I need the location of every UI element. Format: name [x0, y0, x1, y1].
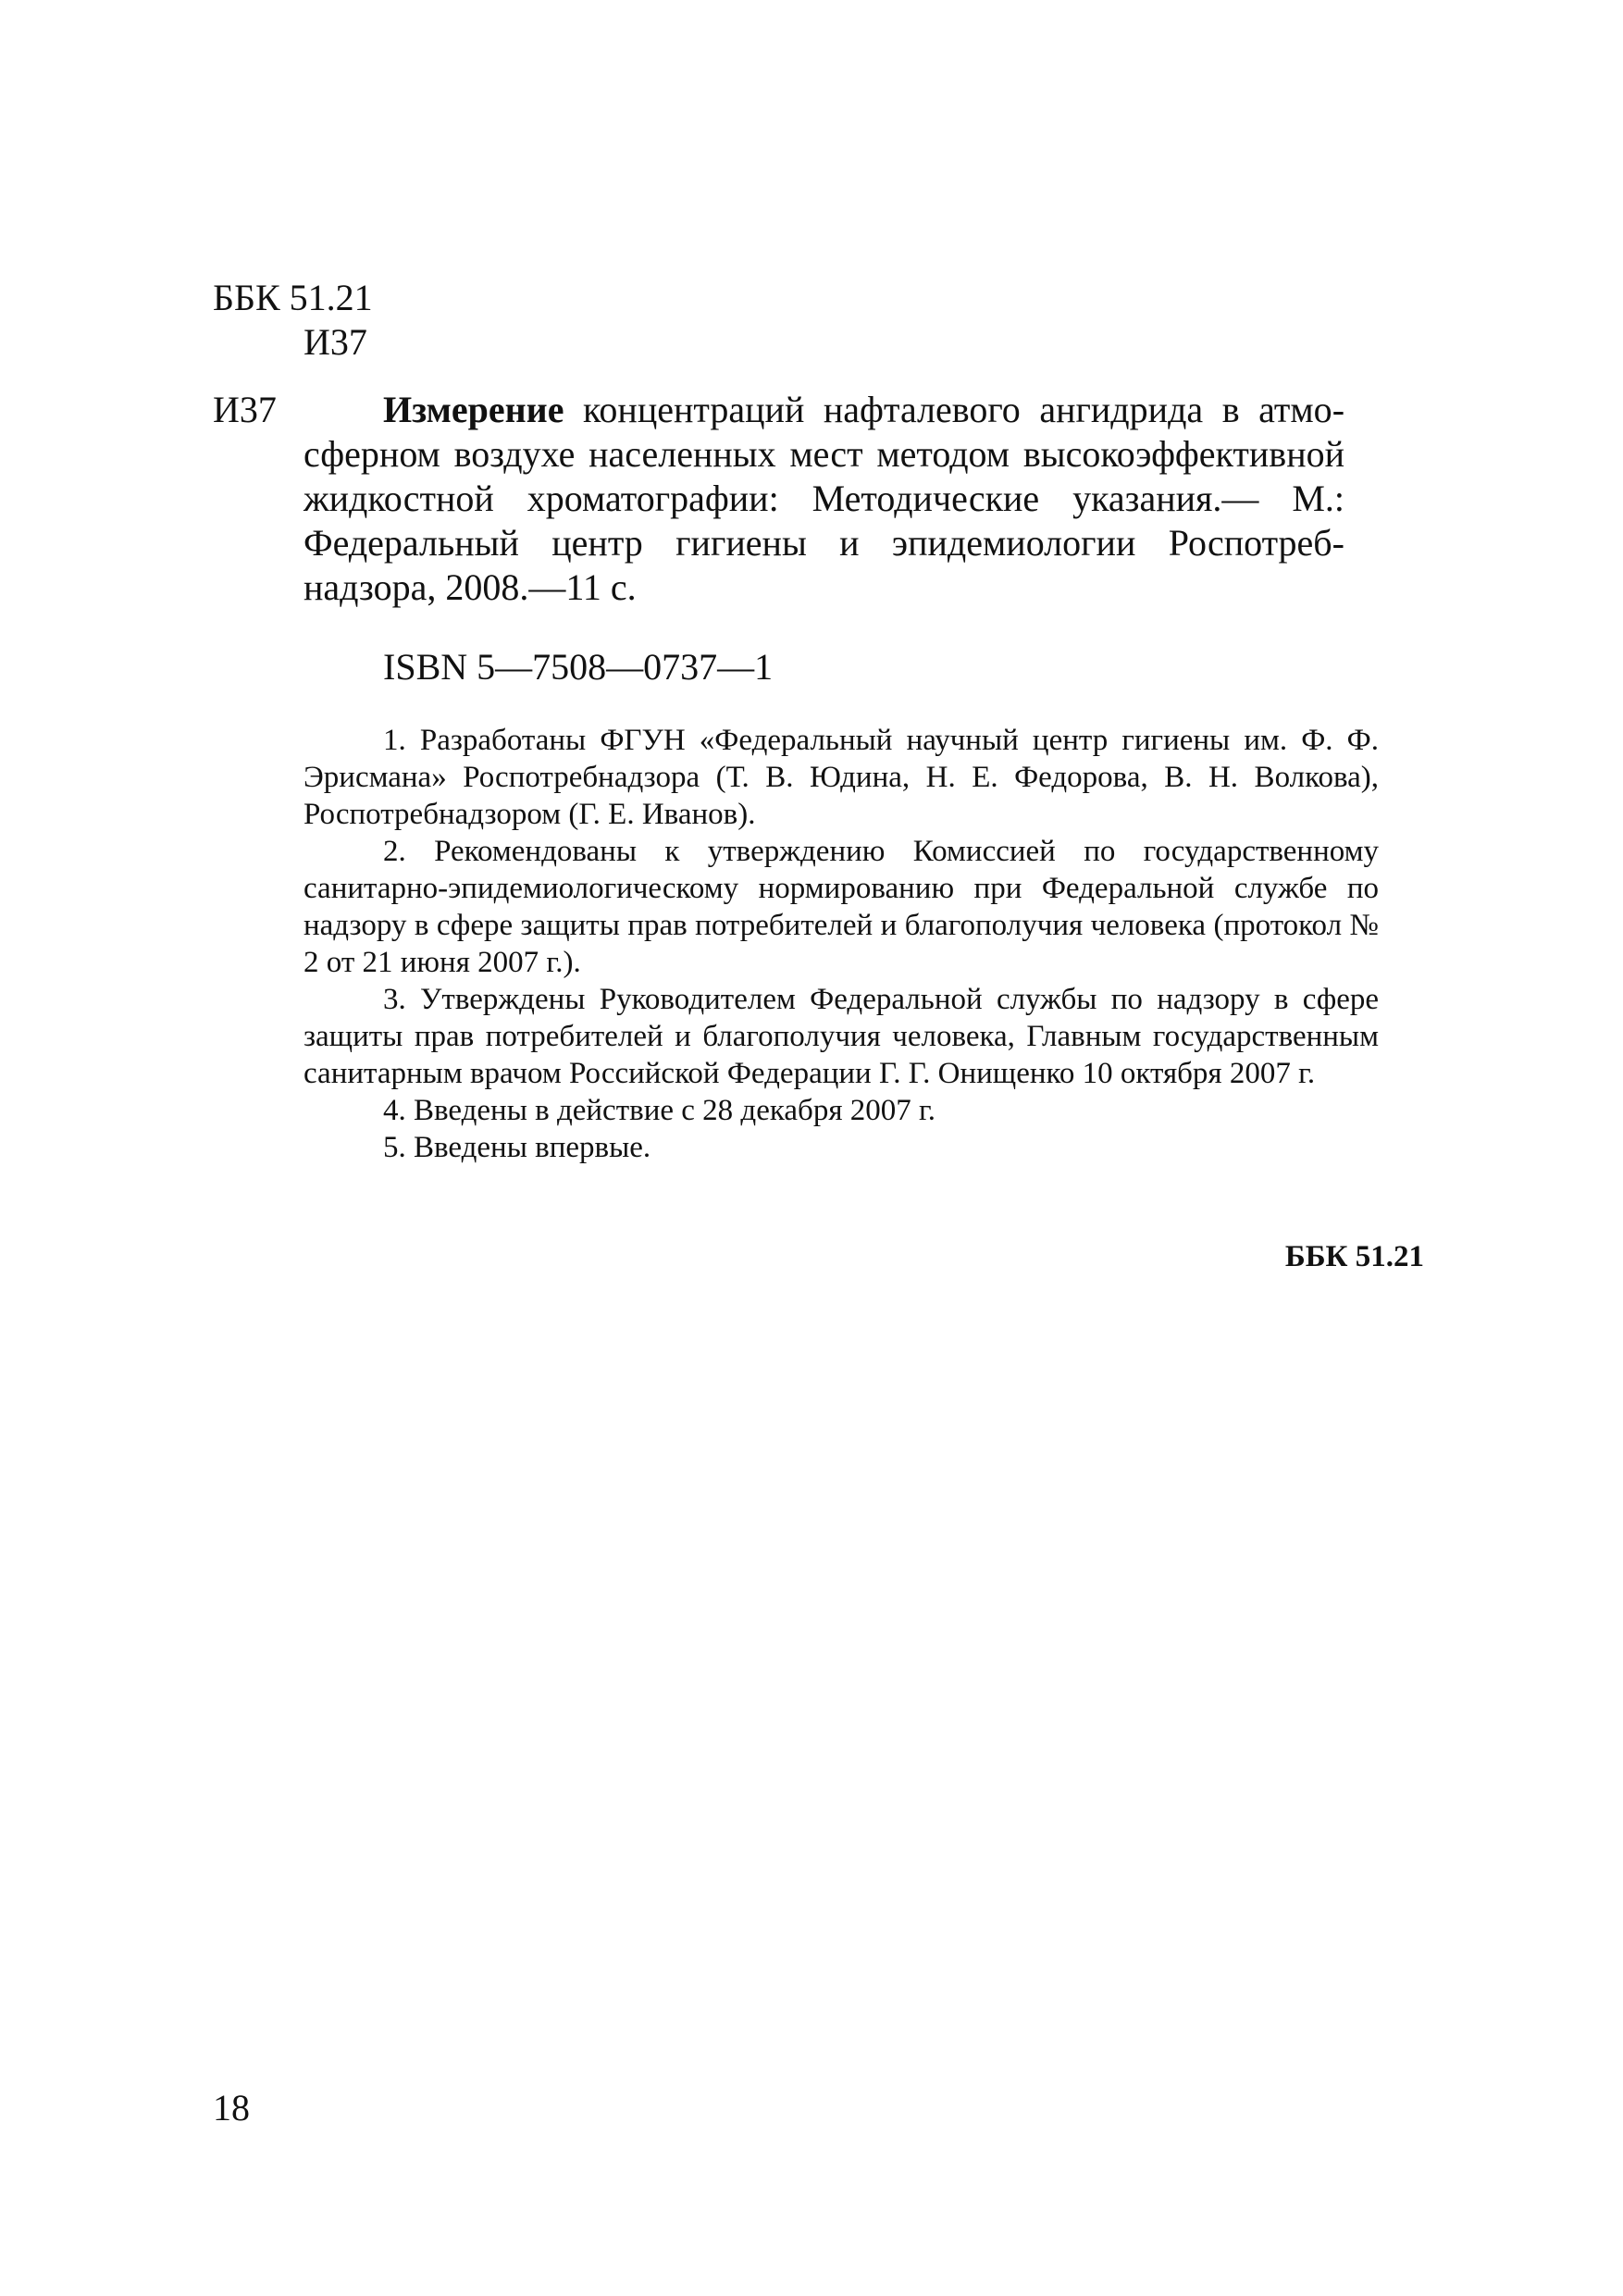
numbered-list — [304, 722, 1379, 1166]
list-item: 5. Введены впервые. — [383, 1131, 651, 1164]
list-item: 1. Разработаны ФГУН «Федеральный научный центр гигиены им. Ф. Ф. Эрисмана» Роспотребнадзора (Т. В. Юдина, Н. Е. Федорова, В. Н. Волкова), Роспотребнадзором (Г. Е. Иванов). — [304, 724, 1379, 831]
bbk-footer-classification: ББК 51.21 — [1284, 1240, 1424, 1273]
isbn: ISBN 5—7508—0737—1 — [383, 646, 774, 688]
list-item: 2. Рекомендованы к утверждению Комиссией по государственному санитарно-эпидемиологическому нормированию при Федеральной службе по надзору в сфере защиты прав потребителей и благополучия человека (протокол № 2 от 21 июня 2007 г.). — [304, 835, 1379, 979]
list-item: 3. Утверждены Руководителем Федеральной службы по надзору в сфере защиты прав потребителей и благополучия человека, Главным государственным санитарным врачом Российской Федерации Г. Г. Онищенко 10 октября 2007 г. — [304, 983, 1379, 1090]
author-sign: И37 — [304, 321, 367, 363]
record-author-sign: И37 — [213, 389, 277, 430]
bbk-classification: ББК 51.21 — [213, 277, 373, 318]
page-number: 18 — [213, 2087, 250, 2128]
record-title-lead: Измерение — [383, 389, 564, 430]
bibliographic-record — [304, 388, 1344, 610]
record-description: концентраций нафталевого ангидрида в атмосферном воздухе населенных мест методом высокоэффективной жидкостной хроматографии: Методические указания.— М.: Федеральный центр гигиены и эпидемиологии Роспотребнадзора, 2008.—11 с. — [304, 389, 1345, 608]
list-item: 4. Введены в действие с 28 декабря 2007 г. — [383, 1094, 936, 1127]
